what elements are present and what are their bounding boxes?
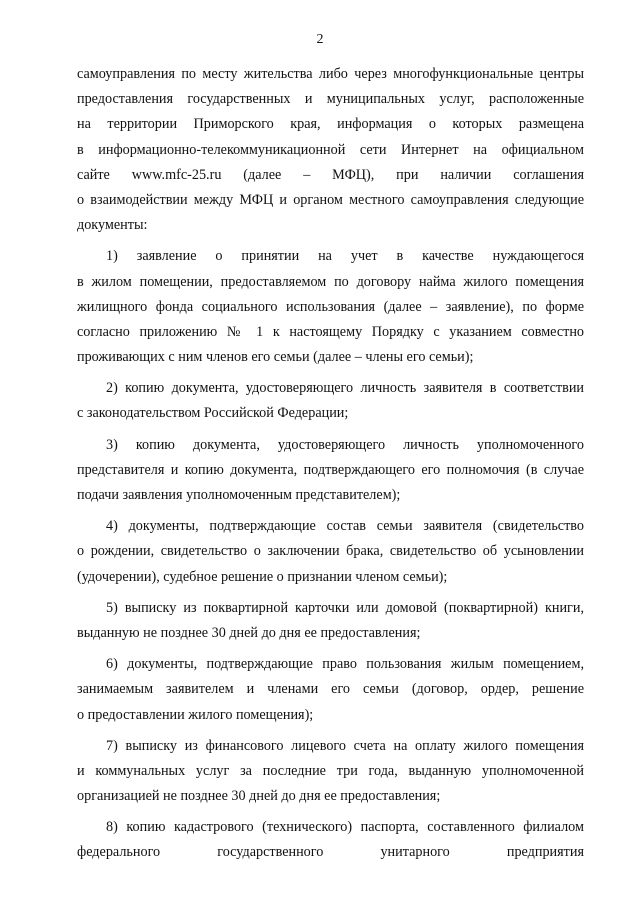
text-line: самоуправления по месту жительства либо через многофункциональные центры	[77, 66, 584, 82]
page-number: 2	[316, 32, 324, 47]
text-line: о предоставлении жилого помещения);	[77, 706, 314, 723]
paragraph-intro	[77, 62, 584, 238]
text-line: 7) выписку из финансового лицевого счета на оплату жилого помещения	[106, 737, 584, 754]
text-line: в информационно-телекоммуникационной сети Интернет на официальном	[77, 141, 584, 158]
text-line: о рождении, свидетельство о заключении брака, свидетельство об усыновлении	[77, 543, 584, 560]
list-item-5	[77, 596, 584, 646]
list-item-4	[77, 514, 584, 590]
list-item-2	[77, 376, 584, 426]
list-item-8	[77, 815, 584, 865]
text-line: 5) выписку из поквартирной карточки или домовой (поквартирной) книги,	[106, 599, 584, 616]
list-item-3	[77, 433, 584, 509]
list-item-6	[77, 652, 584, 728]
text-line: документы:	[77, 217, 148, 234]
list-item-1	[77, 244, 584, 370]
text-line: согласно приложению № 1 к настоящему Порядку с указанием совместно	[77, 323, 584, 340]
document-body	[77, 62, 584, 866]
text-line: 3) копию документа, удостоверяющего личность уполномоченного	[106, 436, 584, 453]
text-line: в жилом помещении, предоставляемом по договору найма жилого помещения	[77, 273, 584, 290]
text-line: подачи заявления уполномоченным представителем);	[77, 487, 401, 503]
text-line: 4) документы, подтверждающие состав семьи заявителя (свидетельство	[106, 518, 584, 535]
text-line: федерального государственного унитарного предприятия	[77, 844, 584, 861]
text-line: представителя и копию документа, подтверждающего его полномочия (в случае	[77, 461, 584, 478]
list-item-7	[77, 734, 584, 810]
text-line: (удочерении), судебное решение о признании членом семьи);	[77, 568, 448, 585]
text-line: проживающих с ним членов его семьи (далее – члены его семьи);	[77, 349, 474, 366]
text-line: 1) заявление о принятии на учет в качестве нуждающегося	[106, 248, 584, 265]
text-line: и коммунальных услуг за последние три года, выданную уполномоченной	[77, 762, 584, 779]
text-line: на территории Приморского края, информация о которых размещена	[77, 116, 584, 133]
text-line: о взаимодействии между МФЦ и органом местного самоуправления следующие	[77, 191, 584, 208]
text-line: организацией не позднее 30 дней до дня ее предоставления;	[77, 788, 441, 805]
text-line: предоставления государственных и муниципальных услуг, расположенные	[77, 91, 584, 108]
text-line: сайте www.mfc-25.ru (далее – МФЦ), при наличии соглашения	[77, 166, 584, 183]
text-line: жилищного фонда социального использования (далее – заявление), по форме	[77, 298, 584, 315]
text-line: 8) копию кадастрового (технического) паспорта, составленного филиалом	[106, 819, 584, 836]
text-line: 2) копию документа, удостоверяющего личность заявителя в соответствии	[106, 380, 584, 397]
text-line: 6) документы, подтверждающие право пользования жилым помещением,	[106, 656, 584, 673]
text-line: с законодательством Российской Федерации;	[77, 405, 349, 422]
text-line: выданную не позднее 30 дней до дня ее предоставления;	[77, 624, 421, 641]
text-line: занимаемым заявителем и членами его семьи (договор, ордер, решение	[77, 681, 584, 698]
